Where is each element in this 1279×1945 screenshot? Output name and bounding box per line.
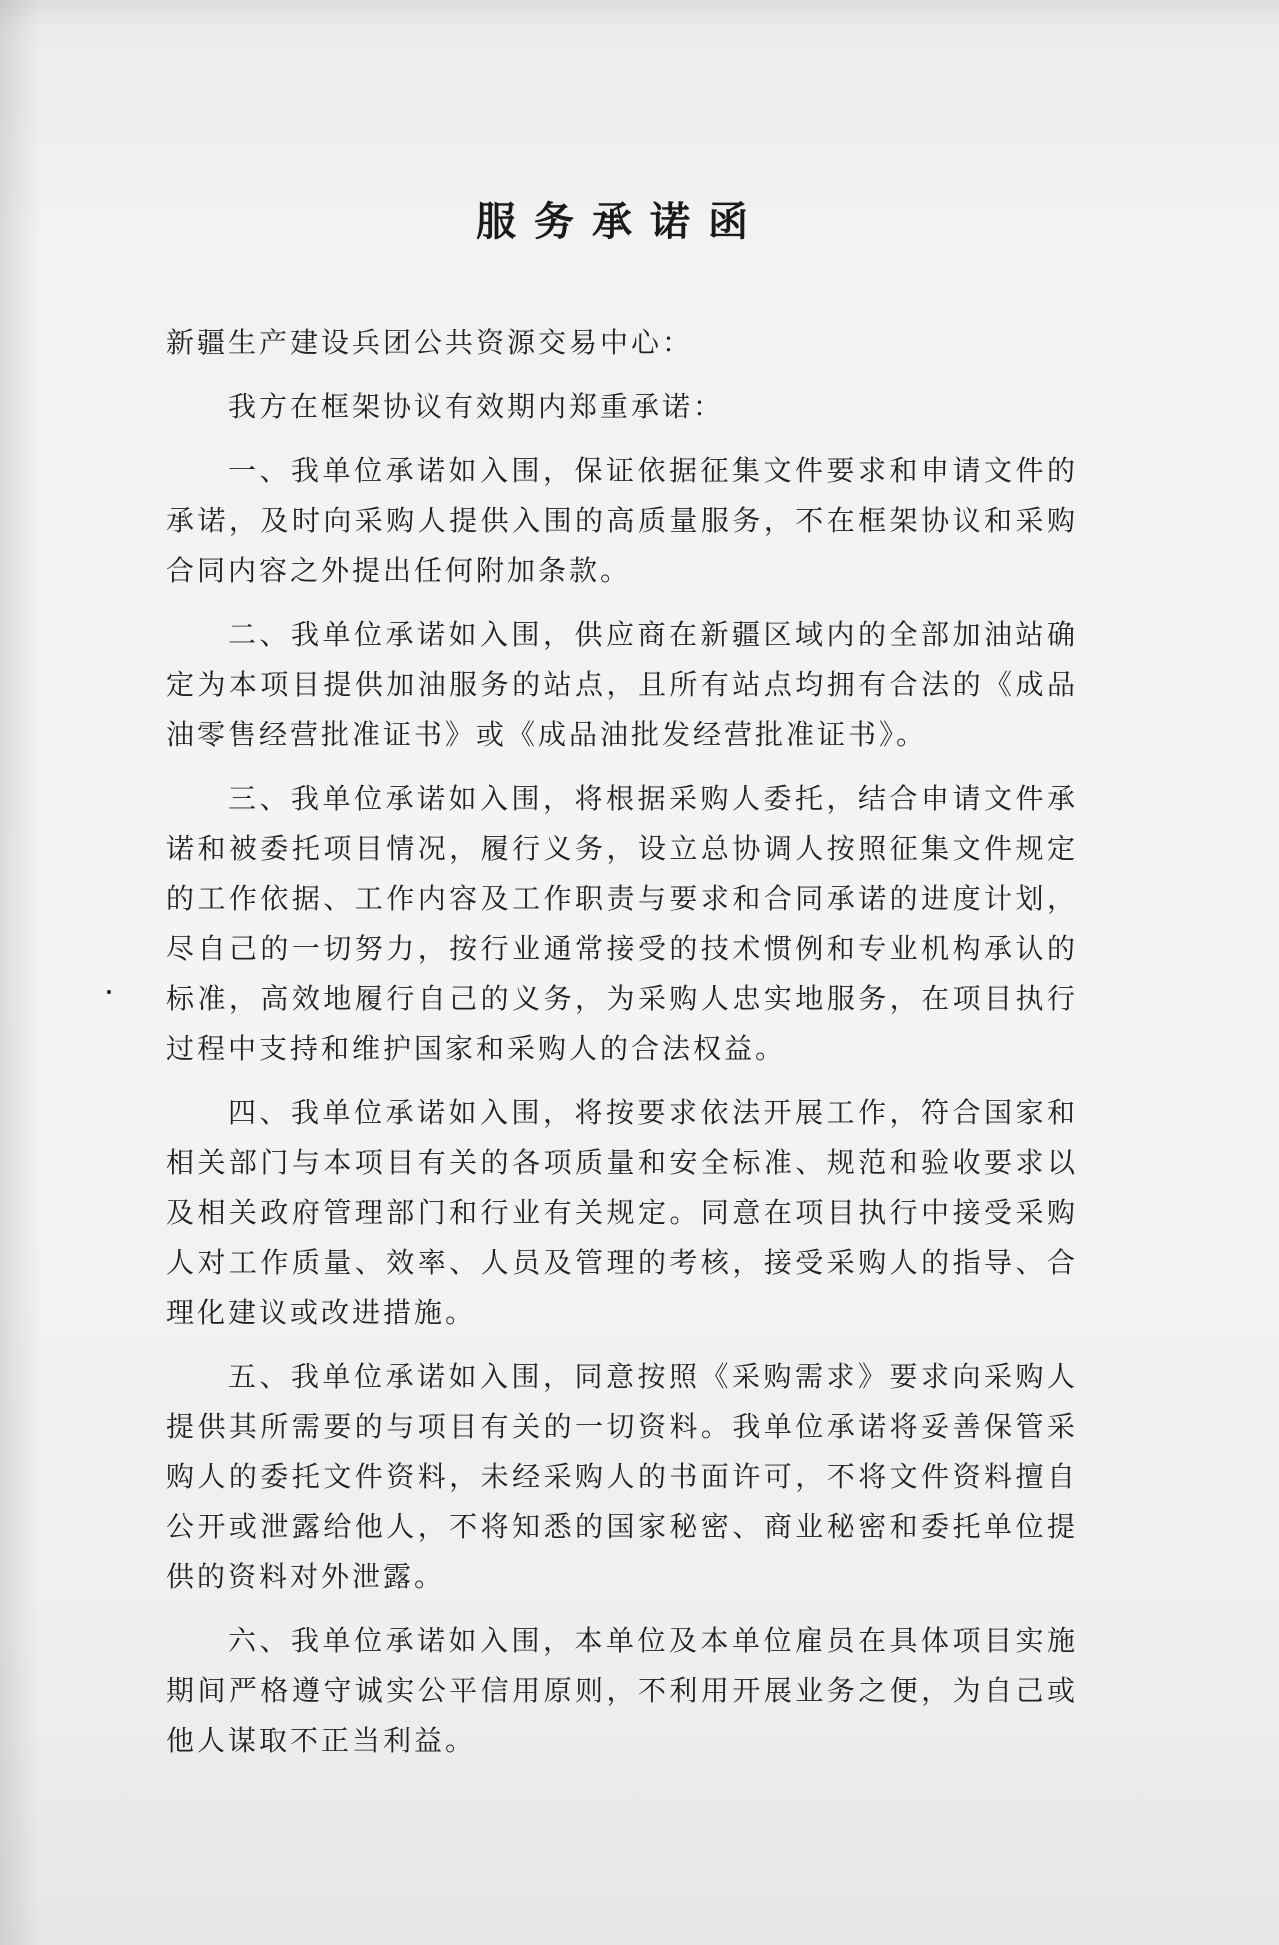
paragraph-5: 五、我单位承诺如入围，同意按照《采购需求》要求向采购人提供其所需要的与项目有关的一切资料。我单位承诺将妥善保管采购人的委托文件资料，未经采购人的书面许可，不将文件资料擅自公开或泄露给他人，不将知悉的国家秘密、商业秘密和委托单位提供的资料对外泄露。 bbox=[166, 1360, 1078, 1593]
paragraph-2: 二、我单位承诺如入围，供应商在新疆区域内的全部加油站确定为本项目提供加油服务的站点，且所有站点均拥有合法的《成品油零售经营批准证书》或《成品油批发经营批准证书》。 bbox=[166, 618, 1078, 751]
paragraph-1: 一、我单位承诺如入围，保证依据征集文件要求和申请文件的承诺，及时向采购人提供入围的高质量服务，不在框架协议和采购合同内容之外提出任何附加条款。 bbox=[166, 454, 1078, 587]
paragraph-6: 六、我单位承诺如入围，本单位及本单位雇员在具体项目实施期间严格遵守诚实公平信用原则，不利用开展业务之便，为自己或他人谋取不正当利益。 bbox=[166, 1624, 1078, 1757]
scan-speck bbox=[107, 990, 111, 994]
document-body bbox=[166, 318, 1078, 1780]
paragraph-4: 四、我单位承诺如入围，将按要求依法开展工作，符合国家和相关部门与本项目有关的各项质量和安全标准、规范和验收要求以及相关政府管理部门和行业有关规定。同意在项目执行中接受采购人对工作质量、效率、人员及管理的考核，接受采购人的指导、合理化建议或改进措施。 bbox=[166, 1096, 1078, 1329]
intro-paragraph: 我方在框架协议有效期内郑重承诺： bbox=[228, 390, 725, 423]
paragraph-3: 三、我单位承诺如入围，将根据采购人委托，结合申请文件承诺和被委托项目情况，履行义务，设立总协调人按照征集文件规定的工作依据、工作内容及工作职责与要求和合同承诺的进度计划，尽自己的一切努力，按行业通常接受的技术惯例和专业机构承认的标准，高效地履行自己的义务，为采购人忠实地服务，在项目执行过程中支持和维护国家和采购人的合法权益。 bbox=[166, 782, 1078, 1065]
page-edge-shadow-top bbox=[0, 0, 1279, 30]
document-title: 服务承诺函 bbox=[476, 198, 766, 245]
salutation: 新疆生产建设兵团公共资源交易中心： bbox=[166, 326, 694, 359]
page-edge-shadow-left bbox=[0, 0, 40, 1945]
